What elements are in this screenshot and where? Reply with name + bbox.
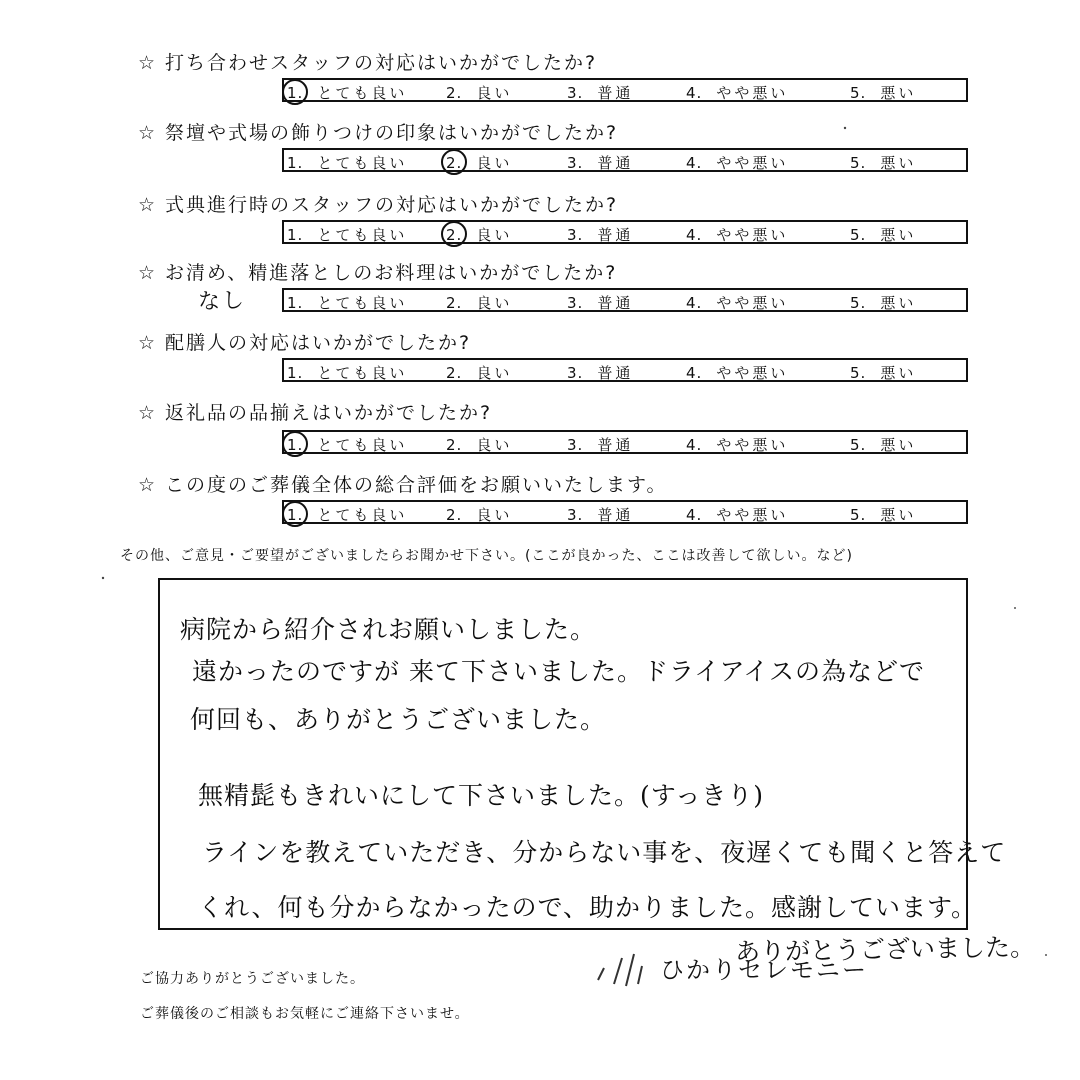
option-number: 5. (850, 506, 867, 524)
option-label: とても良い (317, 436, 408, 454)
option-number: 4. (686, 294, 703, 312)
rating-options (282, 148, 968, 172)
rating-option[interactable] (850, 434, 916, 455)
rating-option[interactable] (850, 224, 916, 245)
question-label: 式典進行時のスタッフの対応はいかがでしたか? (165, 194, 619, 216)
question-text (138, 470, 668, 497)
option-label: 普通 (597, 506, 634, 524)
option-label: 良い (476, 226, 513, 244)
rating-option[interactable] (567, 362, 633, 383)
footer-contact: ご葬儀後のご相談もお気軽にご連絡下さいませ。 (140, 1006, 470, 1022)
comment-line: 何回も、ありがとうございました。 (190, 705, 607, 734)
option-label: 普通 (597, 436, 634, 454)
option-label: とても良い (317, 506, 408, 524)
question-label: 祭壇や式場の飾りつけの印象はいかがでしたか? (165, 122, 619, 144)
option-number: 1. (287, 226, 304, 244)
option-label: 悪い (880, 294, 917, 312)
option-number: 4. (686, 364, 703, 382)
option-label: 悪い (880, 436, 917, 454)
rating-options (282, 78, 968, 102)
option-number: 1. (287, 436, 304, 454)
option-number: 2. (446, 84, 463, 102)
option-label: 普通 (597, 364, 634, 382)
rating-option[interactable] (567, 504, 633, 525)
option-number: 1. (287, 294, 304, 312)
option-label: 悪い (880, 154, 917, 172)
footer-thanks: ご協力ありがとうございました。 (140, 971, 365, 987)
option-number: 3. (567, 436, 584, 454)
option-number: 5. (850, 154, 867, 172)
option-number: 2. (446, 436, 463, 454)
option-number: 3. (567, 84, 584, 102)
option-label: とても良い (317, 226, 408, 244)
question-label: この度のご葬儀全体の総合評価をお願いいたします。 (165, 474, 668, 496)
handwritten-note: なし (197, 288, 247, 315)
question-text (138, 190, 618, 217)
option-label: 普通 (597, 84, 634, 102)
option-label: やや悪い (716, 226, 789, 244)
option-label: やや悪い (716, 364, 789, 382)
option-number: 2. (446, 294, 463, 312)
option-label: 悪い (880, 506, 917, 524)
rating-option[interactable] (850, 504, 916, 525)
rating-option[interactable] (567, 82, 633, 103)
option-number: 5. (850, 436, 867, 454)
comment-line: 無精髭もきれいにして下さいました。(すっきり) (198, 781, 765, 810)
option-number: 3. (567, 226, 584, 244)
option-number: 3. (567, 154, 584, 172)
star-icon: ☆ (138, 332, 158, 354)
rating-option[interactable] (850, 292, 916, 313)
star-icon: ☆ (138, 194, 158, 216)
option-label: 悪い (880, 84, 917, 102)
option-label: 良い (476, 506, 513, 524)
option-number: 4. (686, 154, 703, 172)
rating-option[interactable] (850, 82, 916, 103)
rating-option[interactable] (686, 224, 788, 245)
option-label: 普通 (597, 154, 634, 172)
question-text (138, 328, 471, 355)
option-label: 悪い (880, 226, 917, 244)
question-label: お清め、精進落としのお料理はいかがでしたか? (165, 262, 618, 284)
option-label: 良い (476, 84, 513, 102)
option-label: 良い (476, 364, 513, 382)
star-icon: ☆ (138, 52, 158, 74)
option-label: 普通 (597, 294, 634, 312)
option-label: とても良い (317, 154, 408, 172)
option-number: 4. (686, 226, 703, 244)
comment-line: 病院から紹介されお願いしました。 (180, 615, 597, 644)
option-number: 2. (446, 364, 463, 382)
option-label: とても良い (317, 364, 408, 382)
option-label: やや悪い (716, 154, 789, 172)
comment-line: くれ、何も分からなかったので、助かりました。感謝しています。 (198, 893, 978, 922)
rating-options (282, 500, 968, 524)
option-number: 5. (850, 294, 867, 312)
rating-option[interactable] (287, 504, 407, 525)
option-number: 1. (287, 84, 304, 102)
option-label: やや悪い (716, 506, 789, 524)
rating-options (282, 358, 968, 382)
star-icon: ☆ (138, 402, 158, 424)
rating-option[interactable] (446, 82, 512, 103)
rating-option[interactable] (567, 152, 633, 173)
option-number: 2. (446, 506, 463, 524)
question-label: 配膳人の対応はいかがでしたか? (165, 332, 472, 354)
rating-option[interactable] (287, 152, 407, 173)
question-label: 返礼品の品揃えはいかがでしたか? (165, 402, 493, 424)
question-text (138, 118, 618, 145)
rating-option[interactable] (686, 292, 788, 313)
rating-option[interactable] (446, 152, 512, 173)
option-number: 1. (287, 506, 304, 524)
star-icon: ☆ (138, 122, 158, 144)
rating-option[interactable] (446, 292, 512, 313)
rating-option[interactable] (567, 224, 633, 245)
option-label: 悪い (880, 364, 917, 382)
rating-option[interactable] (686, 434, 788, 455)
rating-option[interactable] (686, 82, 788, 103)
rating-option[interactable] (287, 82, 407, 103)
option-number: 5. (850, 84, 867, 102)
option-number: 4. (686, 506, 703, 524)
rating-option[interactable] (686, 504, 788, 525)
option-number: 1. (287, 364, 304, 382)
option-number: 4. (686, 84, 703, 102)
question-text (138, 398, 492, 425)
rating-option[interactable] (446, 362, 512, 383)
rating-option[interactable] (446, 224, 512, 245)
rating-option[interactable] (567, 292, 633, 313)
option-label: とても良い (317, 84, 408, 102)
option-label: やや悪い (716, 294, 789, 312)
comment-line: 遠かったのですが 来て下さいました。ドライアイスの為などで (192, 657, 925, 686)
option-number: 1. (287, 154, 304, 172)
option-number: 4. (686, 436, 703, 454)
star-icon: ☆ (138, 474, 158, 496)
rating-options (282, 288, 968, 312)
comment-line: ラインを教えていただき、分からない事を、夜遅くても聞くと答えて (202, 838, 1007, 867)
rating-option[interactable] (686, 362, 788, 383)
rating-option[interactable] (287, 292, 407, 313)
rating-option[interactable] (567, 434, 633, 455)
option-number: 3. (567, 364, 584, 382)
option-label: 普通 (597, 226, 634, 244)
rating-options (282, 430, 968, 454)
company-signature: ひかりセレモニー (660, 956, 868, 984)
option-number: 3. (567, 294, 584, 312)
option-label: やや悪い (716, 84, 789, 102)
rating-option[interactable] (287, 224, 407, 245)
rating-option[interactable] (287, 434, 407, 455)
rating-option[interactable] (686, 152, 788, 173)
option-number: 2. (446, 154, 463, 172)
star-icon: ☆ (138, 262, 158, 284)
question-text (138, 258, 617, 285)
option-label: とても良い (317, 294, 408, 312)
rating-option[interactable] (446, 504, 512, 525)
option-label: やや悪い (716, 436, 789, 454)
rating-option[interactable] (446, 434, 512, 455)
rating-option[interactable] (850, 152, 916, 173)
comment-prompt: その他、ご意見・ご要望がございましたらお聞かせ下さい。(ここが良かった、ここは改善して欲しい。など) (120, 548, 853, 564)
option-label: 良い (476, 436, 513, 454)
question-text (138, 48, 597, 75)
option-number: 5. (850, 226, 867, 244)
option-label: 良い (476, 154, 513, 172)
rating-option[interactable] (850, 362, 916, 383)
option-label: 良い (476, 294, 513, 312)
option-number: 5. (850, 364, 867, 382)
question-label: 打ち合わせスタッフの対応はいかがでしたか? (165, 52, 598, 74)
handwritten-closing: ありがとうございました。 (734, 932, 1036, 967)
option-number: 2. (446, 226, 463, 244)
rating-options (282, 220, 968, 244)
rating-option[interactable] (287, 362, 407, 383)
option-number: 3. (567, 506, 584, 524)
